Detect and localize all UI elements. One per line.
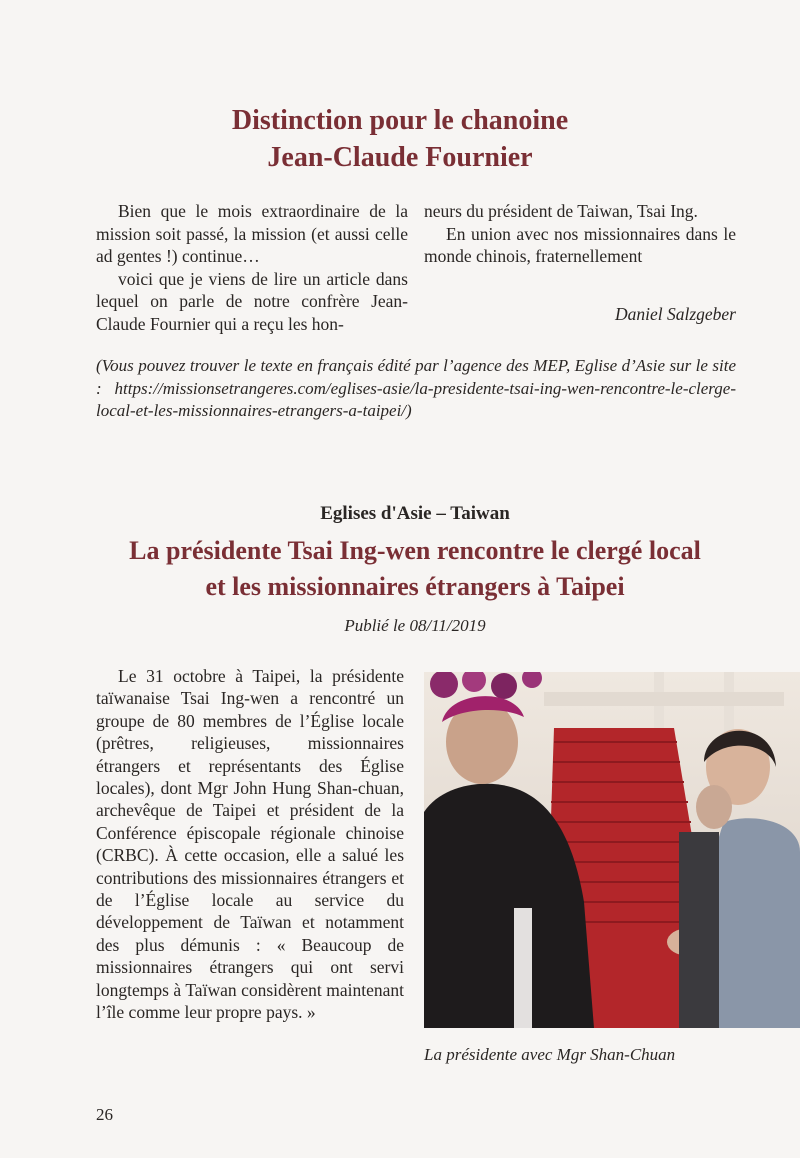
article2-title-line1: La présidente Tsai Ing-wen rencontre le clergé local [129, 536, 701, 565]
article2-kicker: Eglises d'Asie – Taiwan [320, 503, 510, 524]
article2-body [96, 665, 404, 1024]
article1-title [0, 102, 800, 176]
photo-illustration [424, 672, 800, 1028]
article1-paragraph: Bien que le mois extraordinaire de la mission soit passé, la mission (et aussi celle ad gentes !) continue… [96, 201, 408, 266]
article2-photo [424, 672, 800, 1028]
article2-published-date: Publié le 08/11/2019 [344, 616, 486, 635]
article1-source-note: (Vous pouvez trouver le texte en français édité par l’agence des MEP, Eglise d’Asie sur le site : https://missionsetrangeres.com/eglises-asie/la-presidente-tsai-ing-wen-rencontre-le-clerge-local-et-les-missionnaires-etrangers-a-taipei/) [96, 356, 736, 420]
article1-body [96, 200, 736, 335]
article1-right-column [424, 200, 736, 335]
photo-caption: La présidente avec Mgr Shan-Chuan [424, 1045, 676, 1064]
article1-title-line1: Distinction pour le chanoine [231, 105, 569, 136]
article1-left-column [96, 200, 408, 335]
article1-title-line2: Jean-Claude Fournier [267, 142, 533, 173]
article1-paragraph: voici que je viens de lire un article dans lequel on parle de notre confrère Jean-Claude Fournier qui a reçu les hon- [96, 268, 408, 334]
article2-paragraph: Le 31 octobre à Taipei, la présidente taïwanaise Tsai Ing-wen a rencontré un groupe de 80 membres de l’Église locale (prêtres, religieuses, missionnaires étrangers et représentants des Église locales), dont Mgr John Hung Shan-chuan, archevêque de Taipei et président de la Conférence épiscopale régionale chinoise (CRBC). À cette occasion, elle a salué les contributions des missionnaires étrangers et de l’Église locale au service du développement de Taïwan et notamment des plus démunis : « Beaucoup de missionnaires étrangers qui ont servi longtemps à Taïwan considèrent maintenant l’île comme leur propre pays. » [96, 666, 404, 1023]
article1-signature: Daniel Salzgeber [614, 303, 736, 324]
article1-paragraph: En union avec nos missionnaires dans le monde chinois, fraternellement [424, 223, 736, 266]
article1-paragraph: neurs du président de Taiwan, Tsai Ing. [424, 201, 698, 221]
article2-title [0, 533, 800, 605]
page-number: 26 [96, 1105, 113, 1124]
article2-title-line2: et les missionnaires étrangers à Taipei [205, 572, 625, 601]
